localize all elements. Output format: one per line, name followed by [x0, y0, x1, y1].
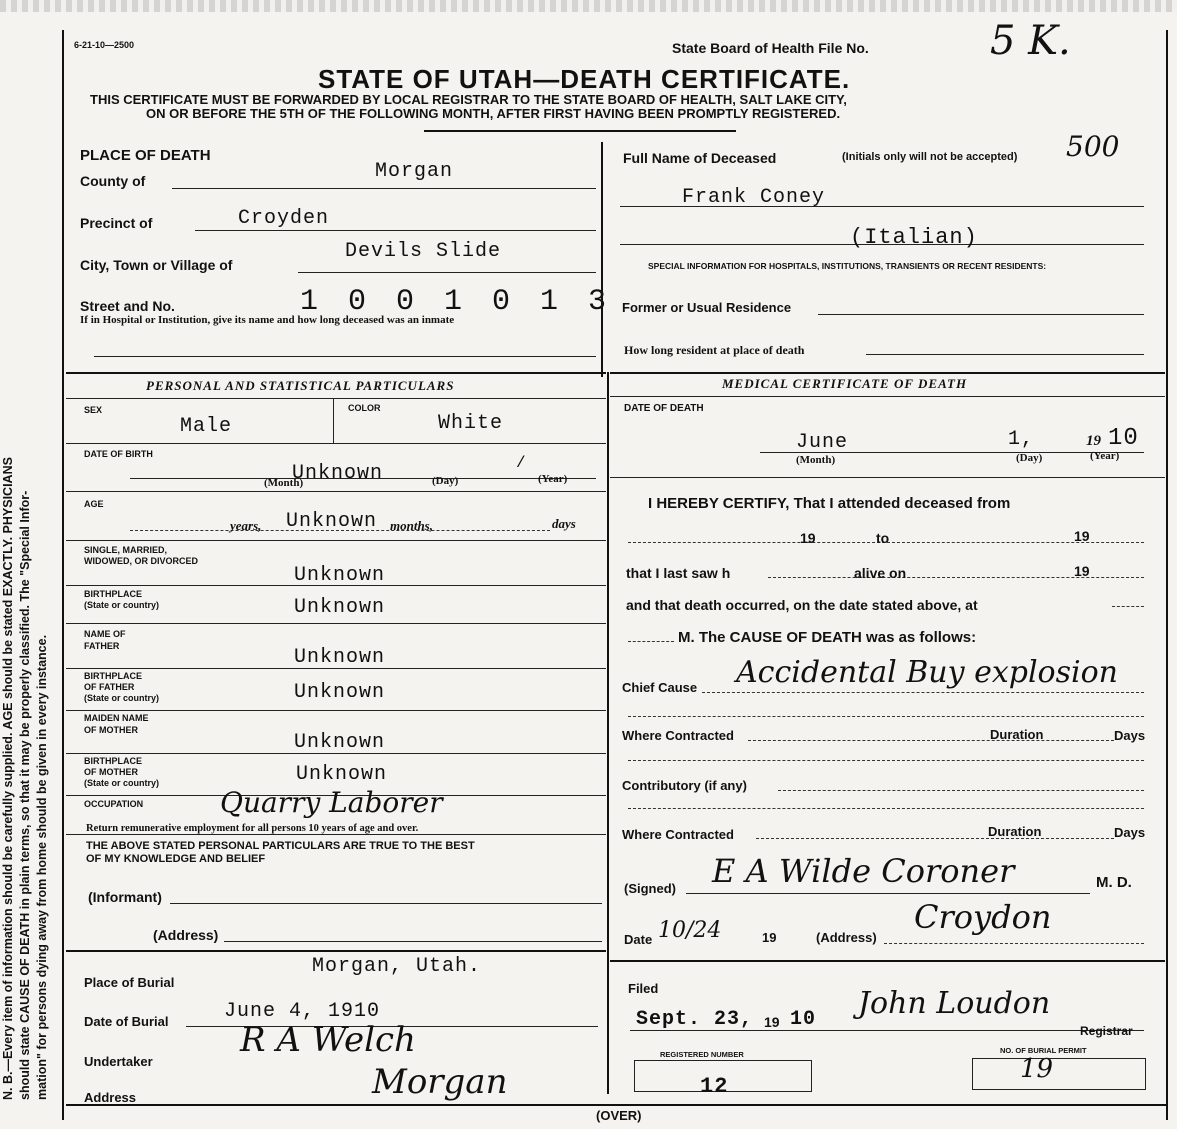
date-19: 19 [762, 930, 777, 945]
signed-label: (Signed) [624, 881, 676, 896]
center-divider-lower [607, 372, 609, 1094]
row-rule-dob [66, 491, 606, 492]
deceased-name-label: Full Name of Deceased [623, 150, 777, 166]
date-value: 10/24 [658, 918, 722, 943]
medical-heading-rule [610, 396, 1165, 397]
section-rule-left [66, 372, 606, 374]
to-label: to [876, 530, 890, 546]
medical-address-line [884, 943, 1144, 944]
precinct-line [195, 230, 596, 231]
signed-line [686, 893, 1090, 894]
chief-cause-line [702, 692, 1144, 693]
section-rule-right [610, 372, 1165, 374]
row-rule-mother [66, 753, 606, 754]
from-19: 19 [800, 530, 816, 546]
where-contracted-line [748, 740, 1114, 741]
hospital-note: If in Hospital or Institution, give its name and how long deceased was an inmate [80, 314, 455, 326]
special-info-heading: SPECIAL INFORMATION FOR HOSPITALS, INSTITUTIONS, TRANSIENTS OR RECENT RESIDENTS: [648, 261, 1047, 271]
how-long-line [866, 354, 1144, 355]
personal-heading: PERSONAL AND STATISTICAL PARTICULARS [146, 378, 455, 393]
permit-label: NO. OF BURIAL PERMIT [1000, 1046, 1087, 1055]
father-bp-label-3: (State or country) [84, 693, 160, 703]
md-label: M. D. [1096, 874, 1132, 891]
alive-19: 19 [1074, 563, 1090, 579]
marital-label-2: WIDOWED, OR DIVORCED [84, 556, 198, 566]
signed-value: E A Wilde Coroner [712, 852, 1015, 890]
former-residence-line [818, 314, 1144, 315]
certify-text: I HEREBY CERTIFY, That I attended deceased from [648, 495, 1011, 512]
dod-year: 10 [1108, 425, 1139, 452]
left-border [62, 30, 64, 1120]
dob-label: DATE OF BIRTH [84, 449, 153, 459]
row-rule-marital [66, 585, 606, 586]
row-rule-father [66, 668, 606, 669]
filed-label: Filed [628, 981, 659, 996]
color-label: COLOR [348, 403, 381, 413]
marital-label-1: SINGLE, MARRIED, [84, 545, 168, 555]
chief-cause-line-2 [628, 716, 1144, 717]
death-occurred-text: and that death occurred, on the date stated above, at [626, 597, 978, 613]
instruction-line-2: ON OR BEFORE THE 5TH OF THE FOLLOWING MONTH, AFTER FIRST HAVING BEEN PROMPTLY REGISTERED. [146, 106, 841, 121]
last-saw-label: that I last saw h [626, 565, 731, 581]
instruction-line-1: THIS CERTIFICATE MUST BE FORWARDED BY LOCAL REGISTRAR TO THE STATE BOARD OF HEALTH, SALT LAKE CITY, [90, 92, 847, 107]
age-value: Unknown [286, 510, 378, 533]
side-note-line-2: should state CAUSE OF DEATH in plain terms, so that it may be properly classified. The "Special Infor- [18, 490, 32, 1100]
years-label: years, [230, 518, 262, 533]
father-value: Unknown [294, 646, 386, 669]
informant-line [170, 903, 602, 904]
death-occurred-line [1112, 606, 1144, 607]
row-rule-occupation [66, 834, 606, 835]
mother-bp-value: Unknown [296, 763, 388, 786]
permit-value: 19 [1020, 1054, 1054, 1084]
file-label: State Board of Health File No. [672, 40, 869, 56]
city-value: Devils Slide [345, 240, 502, 263]
dob-day-label: (Day) [432, 475, 459, 487]
dob-year-label: (Year) [538, 473, 568, 485]
dod-year-prefix: 19 [1086, 433, 1101, 449]
age-label: AGE [84, 499, 104, 509]
days-2-label: Days [1114, 825, 1146, 840]
birthplace-label-1: BIRTHPLACE [84, 589, 142, 599]
burial-address-label: Address [84, 1090, 137, 1105]
title-underline [424, 130, 736, 132]
filed-year: 10 [790, 1008, 817, 1031]
mother-bp-label-3: (State or country) [84, 778, 160, 788]
dob-slash: / [516, 454, 527, 472]
occupation-value: Quarry Laborer [220, 786, 443, 819]
contributory-label: Contributory (if any) [622, 778, 747, 793]
county-value: Morgan [375, 160, 454, 183]
burial-place-label: Place of Burial [84, 975, 175, 990]
father-label-1: NAME OF [84, 629, 126, 639]
mother-label-2: OF MOTHER [84, 725, 138, 735]
sex-color-divider [333, 398, 334, 444]
mother-bp-label-1: BIRTHPLACE [84, 756, 142, 766]
burial-date-label: Date of Burial [84, 1014, 169, 1029]
dod-year-label: (Year) [1090, 450, 1120, 462]
days-label: days [552, 516, 576, 531]
deceased-number: 500 [1066, 130, 1120, 163]
file-number: 5 K. [990, 18, 1071, 64]
mother-value: Unknown [294, 731, 386, 754]
precinct-label: Precinct of [80, 215, 153, 231]
months-label: months, [390, 518, 433, 533]
father-bp-label-2: OF FATHER [84, 682, 135, 692]
father-label-2: FATHER [84, 641, 120, 651]
sex-value: Male [180, 415, 233, 438]
informant-address-label: (Address) [153, 927, 219, 943]
alive-on-label: alive on [854, 565, 907, 581]
duration-2-label: Duration [988, 824, 1042, 839]
registrar-label: Registrar [1080, 1024, 1133, 1038]
dod-label: DATE OF DEATH [624, 403, 704, 414]
side-note-line-3: mation" for persons dying away from home should be given in every instance. [35, 634, 49, 1100]
how-long-label: How long resident at place of death [624, 343, 805, 357]
section-rule-filed [610, 960, 1165, 962]
medical-address-label: (Address) [816, 930, 877, 945]
city-line [298, 272, 596, 273]
burial-date-value: June 4, 1910 [224, 1000, 381, 1023]
where-contracted-2-label: Where Contracted [622, 827, 734, 842]
dod-day-label: (Day) [1016, 452, 1043, 464]
days-label: Days [1114, 728, 1146, 743]
mother-label-1: MAIDEN NAME [84, 713, 149, 723]
remuneration-note: Return remunerative employment for all persons 10 years of age and over. [86, 823, 419, 834]
section-rule-burial [66, 950, 606, 952]
county-label: County of [80, 173, 146, 189]
nationality-value: (Italian) [850, 225, 978, 250]
row-rule-birthplace [66, 623, 606, 624]
reg-number-label: REGISTERED NUMBER [660, 1050, 744, 1059]
right-border [1166, 30, 1168, 1120]
deceased-name-value: Frank Coney [682, 186, 826, 209]
where-contracted-label: Where Contracted [622, 728, 734, 743]
dod-month-label: (Month) [796, 454, 836, 466]
attest-line-1: THE ABOVE STATED PERSONAL PARTICULARS ARE TRUE TO THE BEST [86, 840, 475, 852]
over-label: (OVER) [596, 1108, 642, 1123]
row-rule-father-bp [66, 710, 606, 711]
former-residence-label: Former or Usual Residence [622, 300, 792, 315]
deceased-name-note: (Initials only will not be accepted) [842, 151, 1018, 163]
sex-label: SEX [84, 405, 103, 415]
where-contracted-line-2 [628, 760, 1144, 761]
row-rule-age [66, 540, 606, 541]
chief-cause-value: Accidental Buy explosion [736, 655, 1118, 690]
dob-month-label: (Month) [264, 477, 304, 489]
dod-month: June [796, 431, 849, 454]
county-line [172, 188, 596, 189]
permit-box [972, 1058, 1146, 1090]
center-divider [601, 142, 603, 377]
color-value: White [438, 412, 504, 435]
hospital-line [94, 356, 596, 357]
undertaker-value: R A Welch [240, 1020, 416, 1060]
chief-cause-label: Chief Cause [622, 680, 698, 695]
certificate-title: STATE OF UTAH—DEATH CERTIFICATE. [318, 64, 851, 94]
top-scan-band [0, 0, 1177, 12]
personal-heading-rule [66, 398, 606, 399]
side-note-line-1: N. B.—Every item of information should be carefully supplied. AGE should be stated EXACTLY. PHYSICIANS [1, 457, 15, 1100]
father-bp-label-1: BIRTHPLACE [84, 671, 142, 681]
birthplace-value: Unknown [294, 596, 386, 619]
cause-line-lead [628, 641, 674, 642]
attest-line-2: OF MY KNOWLEDGE AND BELIEF [86, 853, 266, 865]
undertaker-label: Undertaker [84, 1054, 153, 1069]
informant-address-line [224, 941, 602, 942]
filed-19: 19 [764, 1014, 780, 1030]
city-label: City, Town or Village of [80, 257, 233, 273]
occupation-label: OCCUPATION [84, 799, 144, 809]
marital-value: Unknown [294, 564, 386, 587]
burial-place-value: Morgan, Utah. [312, 955, 482, 978]
to-19: 19 [1074, 528, 1090, 544]
bottom-rule [66, 1104, 1166, 1106]
contributory-line [778, 790, 1144, 791]
duration-label: Duration [990, 727, 1044, 742]
burial-address-value: Morgan [372, 1062, 508, 1102]
date-label: Date [624, 932, 653, 947]
contributory-line-2 [628, 808, 1144, 809]
filed-date: Sept. 23, [636, 1008, 754, 1031]
dob-value: Unknown [292, 462, 384, 485]
street-label: Street and No. [80, 298, 175, 314]
medical-heading: MEDICAL CERTIFICATE OF DEATH [722, 376, 968, 391]
reg-number-value: 12 [700, 1074, 729, 1099]
dod-day: 1, [1008, 428, 1035, 451]
where-contracted-2-line [756, 838, 1114, 839]
informant-label: (Informant) [88, 889, 162, 905]
mother-bp-label-2: OF MOTHER [84, 767, 138, 777]
precinct-value: Croyden [238, 207, 330, 230]
cause-text: M. The CAUSE OF DEATH was as follows: [678, 629, 977, 646]
father-bp-value: Unknown [294, 681, 386, 704]
medical-address-value: Croydon [914, 898, 1052, 936]
registrar-signature: John Loudon [858, 986, 1051, 1021]
form-number: 6-21-10—2500 [74, 40, 135, 50]
dod-rule [610, 477, 1165, 478]
row-rule-sex [66, 443, 606, 444]
street-value: 1 0 0 1 0 1 3 [300, 285, 613, 319]
side-note [0, 40, 51, 1100]
place-heading: PLACE OF DEATH [80, 147, 211, 164]
birthplace-label-2: (State or country) [84, 600, 160, 610]
